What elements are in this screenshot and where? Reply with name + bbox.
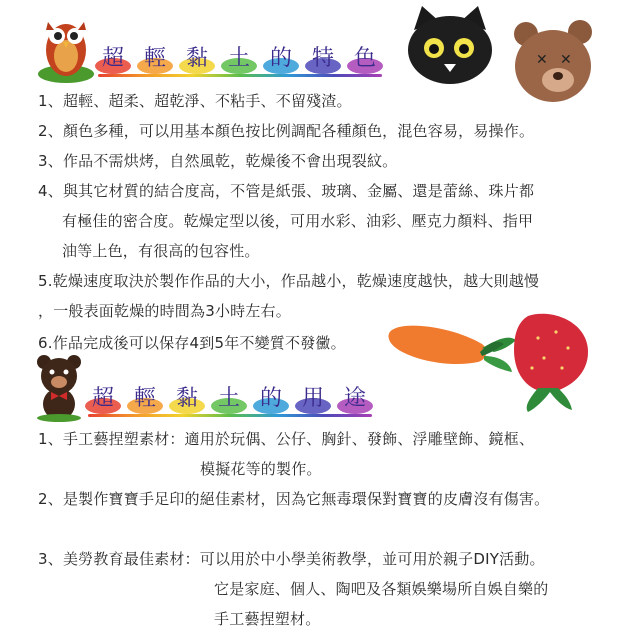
heading-char: 黏 xyxy=(182,44,212,74)
heading-char: 輕 xyxy=(140,44,170,74)
feature-line-4: 4、與其它材質的結合度高，不管是紙張、玻璃、金屬、還是蕾絲、珠片都 xyxy=(38,182,535,200)
feature-line-4c: 油等上色，有很高的包容性。 xyxy=(62,242,260,260)
features-heading xyxy=(98,44,382,78)
feature-line-3: 3、作品不需烘烤，自然風乾，乾燥後不會出現裂紋。 xyxy=(38,152,398,170)
heading-char: 用 xyxy=(298,384,328,414)
uses-heading xyxy=(88,384,372,418)
heading-char: 輕 xyxy=(130,384,160,414)
brown-bear-head-icon xyxy=(508,14,598,106)
heading-char: 超 xyxy=(98,44,128,74)
use-line-3b: 它是家庭、個人、陶吧及各類娛樂場所自娛自樂的 xyxy=(214,580,549,598)
owl-figure-icon xyxy=(36,8,96,84)
heading-char: 的 xyxy=(256,384,286,414)
heading-char: 土 xyxy=(214,384,244,414)
heading-char: 色 xyxy=(350,44,380,74)
carrot-icon xyxy=(386,316,520,388)
heading-char: 黏 xyxy=(172,384,202,414)
use-line-3c: 手工藝捏塑材。 xyxy=(214,610,321,628)
strawberry-icon xyxy=(508,308,594,416)
heading-char: 特 xyxy=(308,44,338,74)
heading-char: 途 xyxy=(340,384,370,414)
feature-line-2: 2、顏色多種，可以用基本顏色按比例調配各種顏色，混色容易，易操作。 xyxy=(38,122,535,140)
use-line-1b: 模擬花等的製作。 xyxy=(200,460,322,478)
feature-line-5: 5.乾燥速度取決於製作作品的大小，作品越小，乾燥速度越快，越大則越慢 xyxy=(38,272,540,290)
black-cat-head-icon xyxy=(400,2,500,88)
svg-text:✕: ✕ xyxy=(536,52,548,68)
use-line-2: 2、是製作寶寶手足印的絕佳素材，因為它無毒環保對寶寶的皮膚沒有傷害。 xyxy=(38,490,550,508)
use-line-1: 1、手工藝捏塑素材：適用於玩偶、公仔、胸針、發飾、浮雕壁飾、鏡框、 xyxy=(38,430,535,448)
rainbow-underline xyxy=(88,414,372,417)
rainbow-underline xyxy=(98,74,382,77)
feature-line-6: 6.作品完成後可以保存4到5年不變質不發黴。 xyxy=(38,334,346,352)
heading-char: 超 xyxy=(88,384,118,414)
feature-line-5b: ，一般表面乾燥的時間為3小時左右。 xyxy=(38,302,291,320)
heading-char: 的 xyxy=(266,44,296,74)
dark-bear-figure-icon xyxy=(34,352,84,422)
svg-text:✕: ✕ xyxy=(560,52,572,68)
use-line-3: 3、美勞教育最佳素材：可以用於中小學美術教學，並可用於親子DIY活動。 xyxy=(38,550,545,568)
feature-line-4b: 有極佳的密合度。乾燥定型以後，可用水彩、油彩、壓克力顏料、指甲 xyxy=(62,212,534,230)
feature-line-1: 1、超輕、超柔、超乾淨、不粘手、不留殘渣。 xyxy=(38,92,352,110)
heading-char: 土 xyxy=(224,44,254,74)
